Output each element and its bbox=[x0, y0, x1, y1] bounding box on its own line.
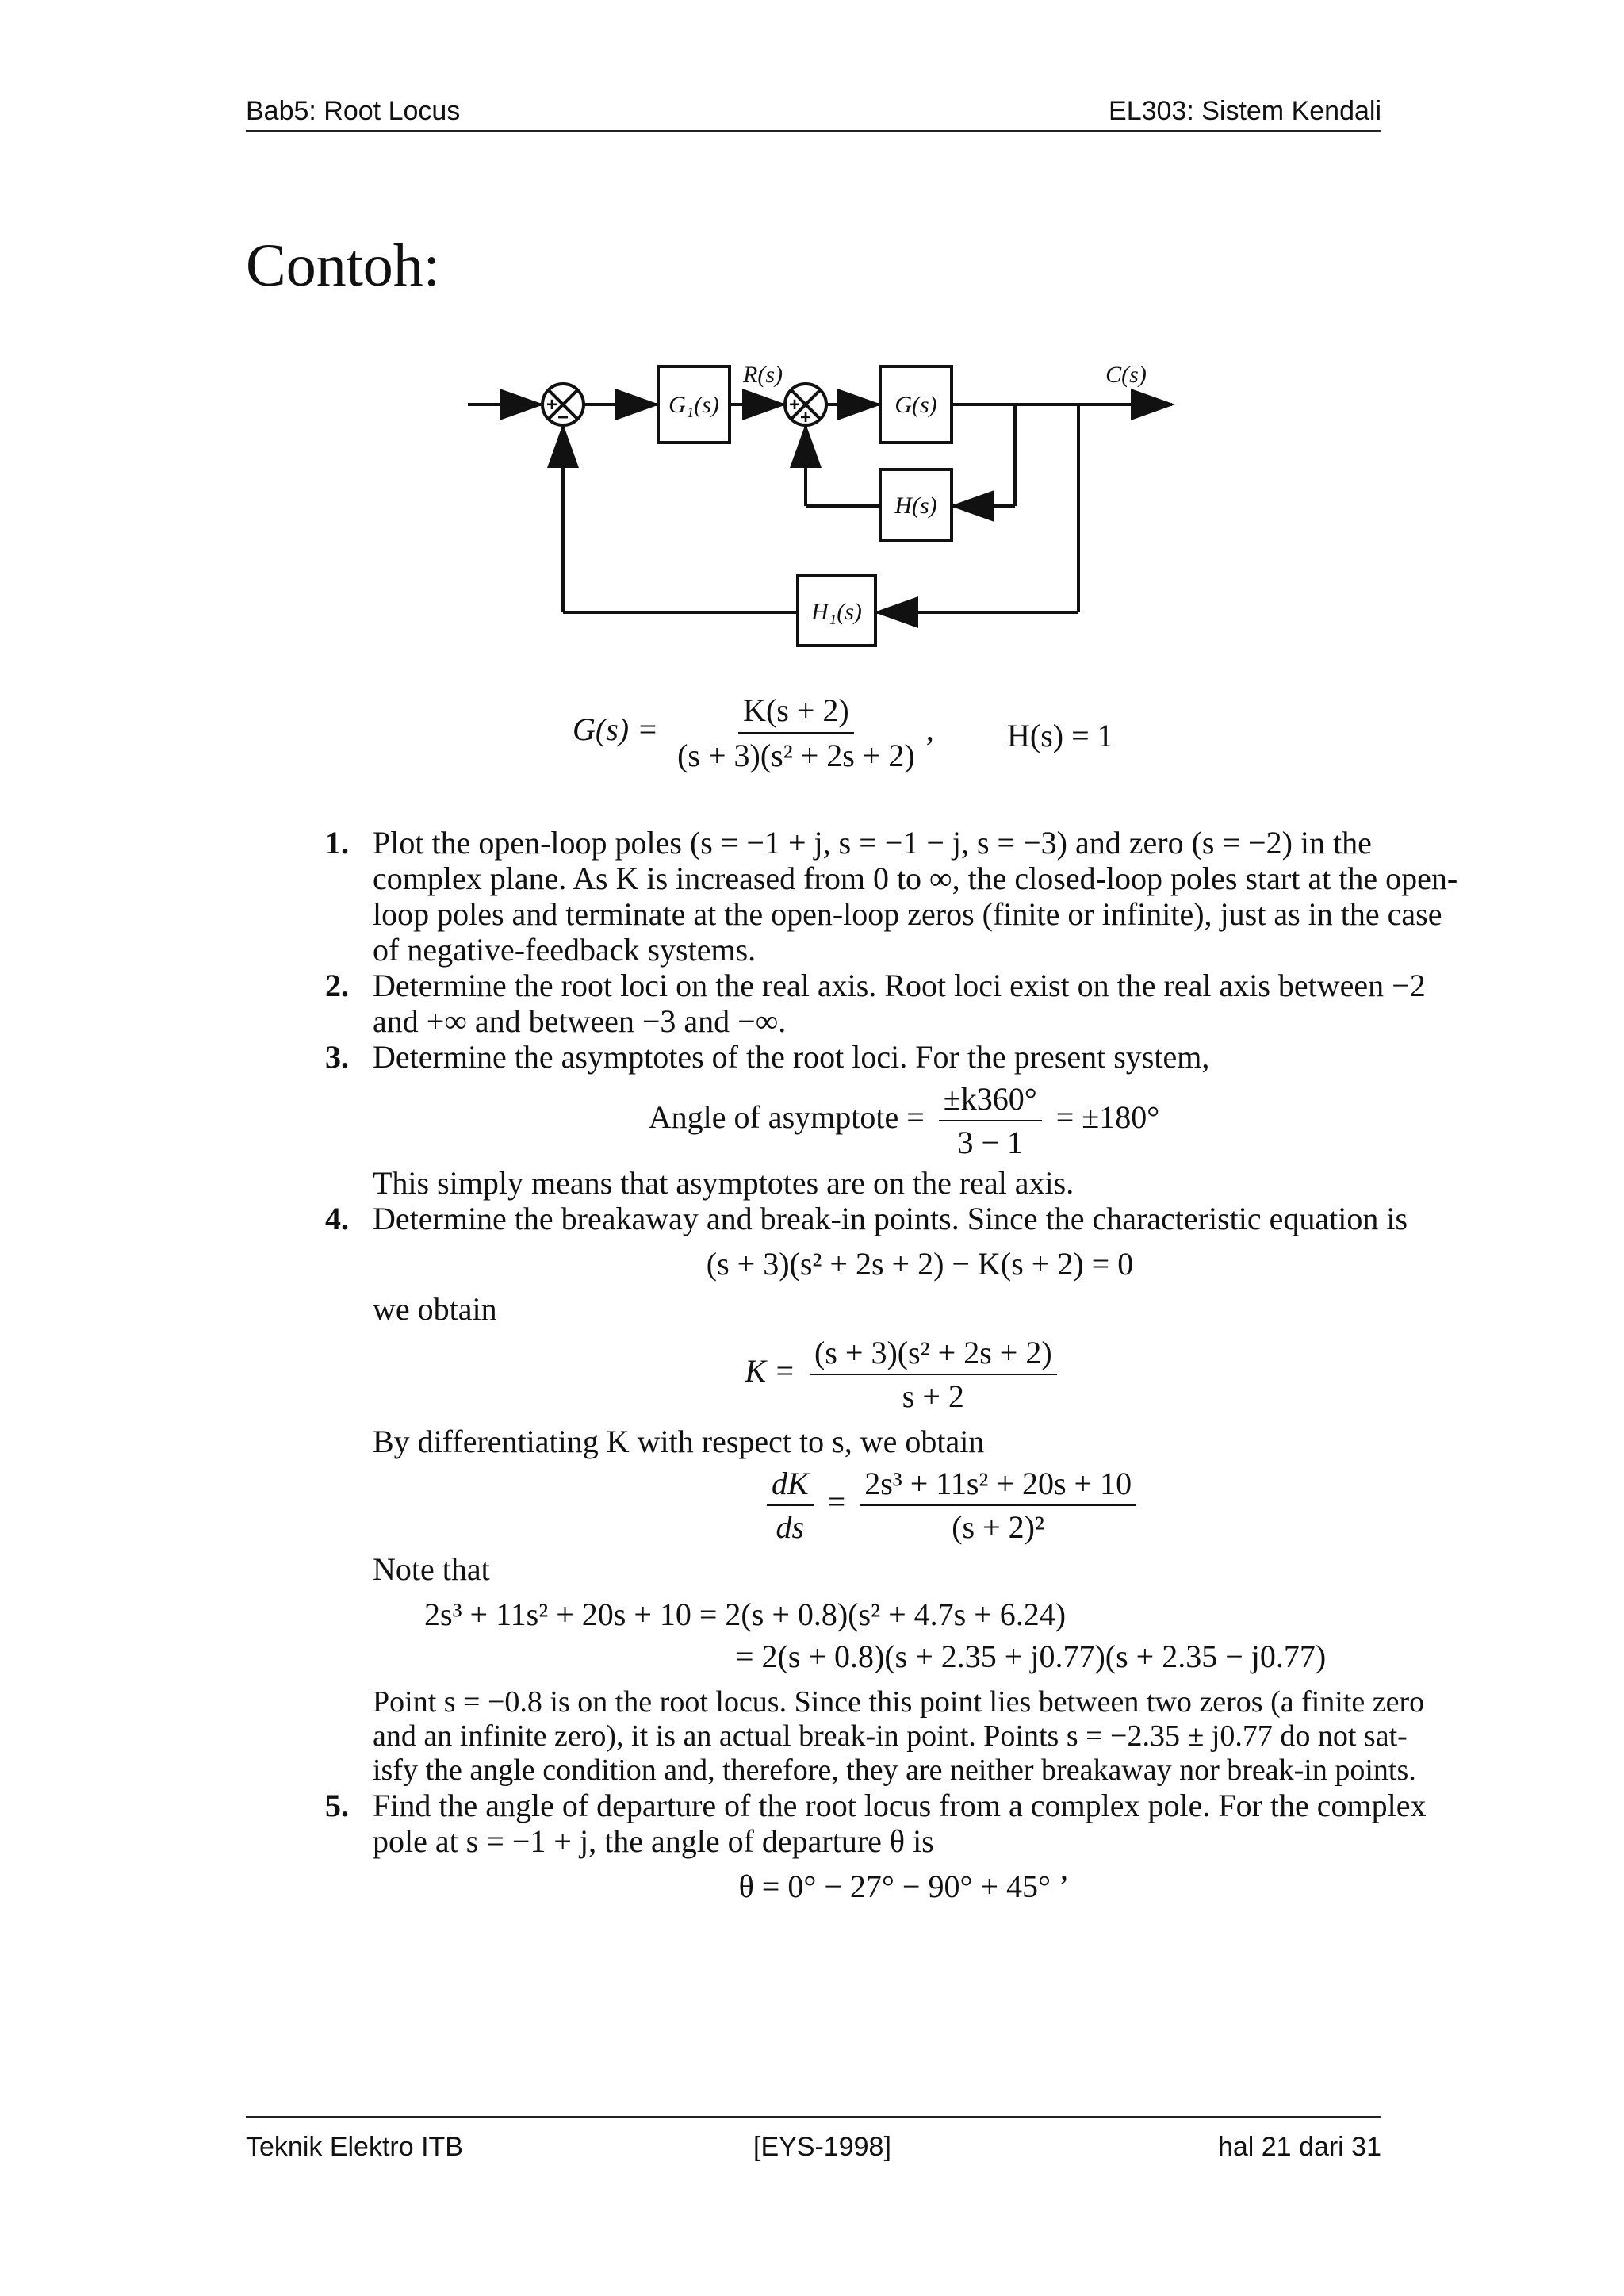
sign-s1-minus: − bbox=[557, 407, 569, 428]
g-lhs: G(s) = bbox=[573, 711, 659, 748]
label-g1: G₁(s) bbox=[668, 392, 719, 418]
page-footer bbox=[246, 2116, 1381, 2162]
paragraph-line: and an infinite zero), it is an actual break-in point. Points s = −2.35 ± j0.77 do not sat- bbox=[373, 1719, 1408, 1753]
factorization-line-2: = 2(s + 0.8)(s + 2.35 + j0.77)(s + 2.35 − j0.77) bbox=[736, 1639, 1327, 1674]
step-line: Determine the breakaway and break-in points. Since the characteristic equation is bbox=[373, 1201, 1408, 1236]
transfer-function-g: G(s) = $\frac{K(s + 2)}{\text{(s + 3)(s² + 2s + 2)}}$ , bbox=[573, 692, 934, 773]
step-4 bbox=[325, 1201, 1483, 1236]
step-number: 3. bbox=[325, 1039, 349, 1075]
label-h: H(s) bbox=[894, 493, 937, 519]
dk-rhs-den: (s + 2)² bbox=[952, 1509, 1044, 1545]
step-number: 2. bbox=[325, 968, 349, 1003]
step-number: 5. bbox=[325, 1788, 349, 1823]
header-left: Bab5: Root Locus bbox=[246, 96, 461, 126]
sign-s2-plus-left: + bbox=[788, 394, 801, 416]
ds-den: ds bbox=[776, 1509, 805, 1545]
k-equation bbox=[325, 1335, 1483, 1414]
dk-rhs-fraction bbox=[860, 1466, 1136, 1545]
step-line: loop poles and terminate at the open-loop zeros (finite or infinite), just as in the case bbox=[373, 896, 1442, 932]
g-numerator: K(s + 2) bbox=[738, 692, 854, 734]
step-3 bbox=[325, 1039, 1483, 1075]
dk-equation: $\frac{dK}{ds}$ = $\frac{\text{2s³ + 11s² + 20s + 10}}{\text{(s + 2)²}}$ bbox=[325, 1466, 1483, 1545]
footer-left: Teknik Elektro ITB bbox=[246, 2132, 463, 2162]
footer-center: [EYS-1998] bbox=[753, 2132, 891, 2162]
footer-right: hal 21 dari 31 bbox=[1217, 2132, 1381, 2162]
transfer-function-h: H(s) = 1 bbox=[1007, 718, 1113, 753]
characteristic-equation: (s + 3)(s² + 2s + 2) − K(s + 2) = 0 bbox=[706, 1246, 1134, 1282]
page-header bbox=[246, 95, 1381, 132]
step-line: of negative-feedback systems. bbox=[373, 932, 756, 968]
break-in-paragraph bbox=[325, 1685, 1483, 1788]
step-line: and +∞ and between −3 and −∞. bbox=[373, 1003, 787, 1039]
k-num: (s + 3)(s² + 2s + 2) bbox=[810, 1335, 1057, 1375]
dk-num: dK bbox=[767, 1466, 814, 1506]
sign-s2-plus-bottom: + bbox=[799, 407, 812, 428]
k-lhs: K = bbox=[745, 1353, 795, 1389]
factorization-line-1: 2s³ + 11s² + 20s + 10 = 2(s + 0.8)(s² + 4.7s + 6.24) bbox=[424, 1596, 1067, 1632]
asym-lhs: Angle of asymptote = bbox=[648, 1099, 925, 1136]
k-den: s + 2 bbox=[902, 1378, 964, 1414]
step-1 bbox=[325, 825, 1483, 968]
g-denominator: (s + 3)(s² + 2s + 2) bbox=[677, 738, 915, 773]
label-c: C(s) bbox=[1105, 362, 1147, 388]
label-r: R(s) bbox=[743, 362, 783, 388]
step-5 bbox=[325, 1788, 1483, 1859]
label-g: G(s) bbox=[894, 392, 937, 418]
differentiate-text: By differentiating K with respect to s, we obtain bbox=[373, 1424, 985, 1459]
step-line: pole at s = −1 + j, the angle of departure θ is bbox=[373, 1823, 934, 1859]
dk-lhs-fraction bbox=[767, 1466, 814, 1545]
step-2 bbox=[325, 968, 1483, 1039]
solution-steps bbox=[325, 825, 1483, 1904]
page-title: Contoh: bbox=[246, 232, 440, 299]
step-line: Determine the root loci on the real axis. Root loci exist on the real axis between −2 bbox=[373, 968, 1426, 1003]
step-line: Determine the asymptotes of the root loci. For the present system, bbox=[373, 1039, 1210, 1075]
step-line: Find the angle of departure of the root locus from a complex pole. For the complex bbox=[373, 1788, 1427, 1823]
block-diagram bbox=[444, 341, 1205, 658]
step-number: 4. bbox=[325, 1201, 349, 1236]
asymptote-note: This simply means that asymptotes are on the real axis. bbox=[373, 1165, 1074, 1201]
paragraph-line: Point s = −0.8 is on the root locus. Since this point lies between two zeros (a finite zero bbox=[373, 1685, 1425, 1719]
g-fraction bbox=[672, 692, 920, 774]
paragraph-line: isfy the angle condition and, therefore, they are neither breakaway nor break-in points. bbox=[373, 1754, 1416, 1787]
step-line: complex plane. As K is increased from 0 to ∞, the closed-loop poles start at the open- bbox=[373, 861, 1458, 896]
asym-fraction bbox=[939, 1081, 1042, 1160]
header-right: EL303: Sistem Kendali bbox=[1109, 96, 1381, 126]
step-line: Plot the open-loop poles (s = −1 + j, s = −1 − j, s = −3) and zero (s = −2) in the bbox=[373, 825, 1372, 861]
asym-rhs: = ±180° bbox=[1055, 1099, 1160, 1136]
asym-num: ±k360° bbox=[939, 1081, 1042, 1121]
step-number: 1. bbox=[325, 825, 349, 861]
sign-s1-plus: + bbox=[546, 394, 558, 416]
note-that-text: Note that bbox=[373, 1551, 490, 1587]
asymptote-equation bbox=[325, 1081, 1483, 1160]
we-obtain-text: we obtain bbox=[373, 1291, 497, 1327]
dk-rhs-num: 2s³ + 11s² + 20s + 10 bbox=[860, 1466, 1136, 1506]
asym-den: 3 − 1 bbox=[957, 1125, 1024, 1160]
theta-equation: θ = 0° − 27° − 90° + 45° ’ bbox=[738, 1869, 1070, 1904]
label-h1: H₁(s) bbox=[811, 599, 862, 625]
k-fraction bbox=[810, 1335, 1057, 1414]
